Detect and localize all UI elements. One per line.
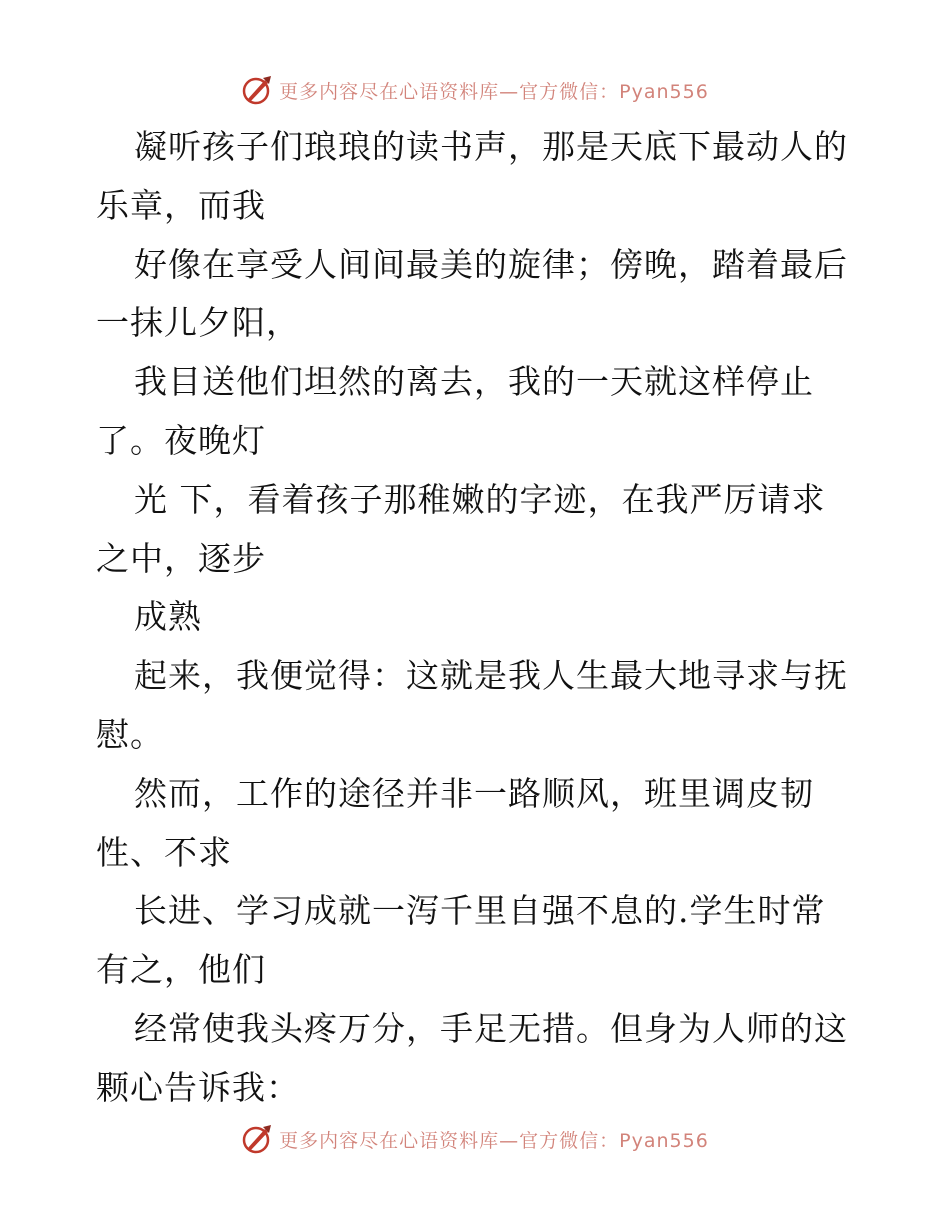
text-line: 长进、学习成就一泻千里自强不息的.学生时常 bbox=[134, 891, 826, 931]
text-line: 有之，他们 bbox=[96, 950, 266, 990]
text-line: 然而，工作的途径并非一路顺风，班里调皮韧 bbox=[134, 773, 814, 813]
text-line: 经常使我头疼万分，手足无措。但身为人师的这 bbox=[134, 1008, 848, 1048]
footer-banner bbox=[0, 1119, 950, 1159]
text-line: 颗心告诉我： bbox=[96, 1067, 300, 1107]
footer-banner-text: 更多内容尽在心语资料库—官方微信：Pyan556 bbox=[279, 1129, 709, 1152]
text-line: 性、不求 bbox=[96, 832, 232, 872]
text-line: 我目送他们坦然的离去，我的一天就这样停止 bbox=[134, 362, 814, 402]
quill-pen-logo-icon bbox=[241, 1123, 273, 1155]
document-body bbox=[96, 118, 856, 1118]
header-banner-text: 更多内容尽在心语资料库—官方微信：Pyan556 bbox=[279, 80, 709, 103]
text-line: 凝听孩子们琅琅的读书声，那是天底下最动人的 bbox=[134, 127, 848, 166]
header-banner bbox=[0, 70, 950, 110]
text-line: 了。夜晚灯 bbox=[96, 420, 266, 460]
text-line: 好像在享受人间间最美的旋律；傍晚，踏着最后 bbox=[134, 244, 848, 284]
text-line: 乐章，而我 bbox=[96, 185, 266, 225]
text-line: 之中，逐步 bbox=[96, 538, 266, 578]
text-line: 一抹儿夕阳， bbox=[96, 303, 300, 343]
text-line: 慰。 bbox=[96, 714, 164, 754]
text-line: 起来，我便觉得：这就是我人生最大地寻求与抚 bbox=[134, 656, 848, 696]
quill-pen-logo-icon bbox=[241, 74, 273, 106]
text-line: 光 下，看着孩子那稚嫩的字迹，在我严厉请求 bbox=[134, 479, 826, 519]
text-line: 成熟 bbox=[134, 597, 202, 637]
